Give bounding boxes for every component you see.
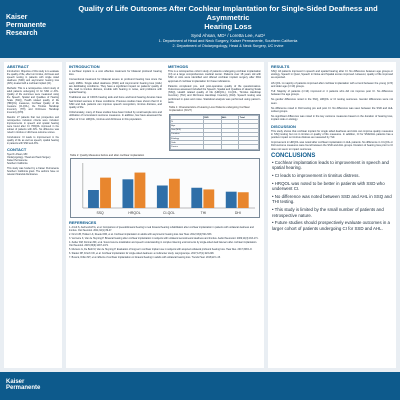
abstract-methods: Methods: This is a retrospective cohort study of adult patients undergoing CI for SSD or AHL. Quality of life outcomes were measured using the Speech, Spatial and Qualities of Hearing Scale (SSQ), Health related quality of life (HRQOL) measures, Cochlear Quality of life measure (CI-QOL), the Tinnitus Handicap Inventory (THI) and Dizziness Handicap Inventory (DHI). <box>7 87 59 114</box>
poster-title-line-2: Hearing Loss <box>204 22 252 31</box>
table-cell: Etiology <box>171 136 204 140</box>
footer-logo-line-2: Permanente <box>6 385 41 391</box>
kaiser-logo <box>6 14 58 38</box>
logo-line-3: Research <box>6 30 38 37</box>
results-p3: THI: Majority of patients (n=14) improved or 4 patients who did not improve post CI. No difference between the age groups. <box>271 90 393 97</box>
table-row <box>171 145 259 149</box>
column-main <box>66 62 264 368</box>
chart-bar <box>100 177 111 207</box>
affiliation-2: 2. Department of Otolaryngology, Head & Neck Surgery, UC Irvine <box>172 44 284 48</box>
conclusion-item: • No difference was noted between SSD and AHL in SSQ and THI testing. <box>272 193 392 205</box>
authors: Syed Ahsan, MD¹ / Loretta Lee, AuD¹ <box>190 33 266 38</box>
abstract-introduction: Introduction: Objective of this study is to evaluate the quality of life, effect on tinnitus, dizziness and speech testing in patients with single sided deafness (SSD) and asymmetric hearing loss (AHL) treated with a cochlear implant (CI). <box>7 70 59 85</box>
chart-bar <box>226 191 237 207</box>
results-p2: HS QOL: A majority of patients improved after cochlear implantation with a trend between the young (n=5) and older age (n=10) groups. <box>271 81 393 88</box>
introduction-p3: Traditional use of CROS hearing aids and bone anchored hearing devices have had limited success in these conditions. Previous studies have shown that CI in SSD and AHL patients can improve speech recognition, tinnitus distress, and quality of life. <box>69 96 162 110</box>
conclusion-item: • HRQOL was noted to be better in patients with SSD who underwent CI. <box>272 180 385 192</box>
table-cell: Side <box>171 141 204 145</box>
discussion-p2: Improvement in HRQOL was noted after cochlear implantation in AHL patients. No difference in CI-QOL or DHI outcome measures were found between the SSD and AHL groups. Duration of hearing loss prior to CI does not seem to impact outcomes. <box>271 141 393 151</box>
affiliation-1: 1. Department of Head and Neck Surgery, Kaiser Permanente, Southern California <box>158 39 298 43</box>
discussion-heading: DISCUSSION <box>271 123 296 129</box>
reference-item: 6. Sladen DP, Frisch CD, et al. Cochlear implantation for single-sided deafness: a multicenter study. Laryngoscope. 2017;127(1):223-228. <box>69 251 215 255</box>
quality-measures-chart <box>70 158 260 218</box>
introduction-p2: Conventional treatment for bilateral severe to profound hearing loss since the early 1980s. Single sided deafness (SSD) and Asymmetric hearing loss (AHL) are debilitating conditions. They have a significant impact on patients' quality of life, lead to tinnitus distress, trouble with hearing in noise, and problems with spatial hearing. <box>69 78 162 95</box>
table-cell <box>239 145 259 149</box>
poster-header <box>0 0 400 58</box>
abstract-heading: ABSTRACT <box>7 64 29 69</box>
table-cell: Duration <box>171 132 204 136</box>
x-tick-label: CI-QOL <box>163 210 175 215</box>
intro-methods-row <box>66 62 264 153</box>
reference-item: 3. Vermeire K, Van de Heyning P. Binaural hearing after cochlear implantation in subjects with unilateral sensorineural deafness and tinnitus. Audiol Neurootol. 2009;14(3):163-171. <box>69 236 259 240</box>
conclusion-item: • CI leads to improvement in tinnitus distress. <box>272 173 360 179</box>
methods-p1: This is a retrospective cohort study of patients undergoing cochlear implantation (CI) at a large comprehensive medical center. Patients over 18 years old with SSD or AHL were identified and offered cochlear implant surgery after FDA approval of cochlear implantation for these indications. <box>168 70 261 83</box>
chart-bar <box>122 179 133 208</box>
conclusion-item: • This study is limited by the small number of patients and retrospective nature. <box>272 207 384 218</box>
chart-bar <box>135 172 146 207</box>
poster-footer <box>0 372 400 400</box>
chart-svg <box>71 159 259 217</box>
x-tick-label: THI <box>200 210 207 215</box>
reference-item: 7. Buss E, Dillon MT, et al. Effects of cochlear implantation on binaural hearing in adults with unilateral hearing loss. Trends Hear. 2018;22:1-15. <box>69 255 221 259</box>
table-cell: SSD <box>203 116 221 120</box>
logo-line-2: Permanente <box>6 22 47 29</box>
references-list <box>66 226 264 259</box>
disclosure-text: This study was funded by a Kaiser Permanente Southern California grant. The authors have no relevant financial disclosures. <box>7 167 59 176</box>
reference-item: 1. Arndt S, Aschendorff A, et al. Comparison of pseudobinaural hearing to real binaural hearing rehabilitation after cochlear implantation in patients with unilateral deafness and tinnitus. Otol Neurotol. 2011;32(1):39-47. <box>69 225 254 232</box>
table-cell: N <box>171 120 204 124</box>
introduction-p1: A cochlear implant is a cost effective treatment for bilateral profound hearing loss. <box>69 70 162 77</box>
results-p4: No gender difference noted in the SSQ, HRQOL or CI testing outcomes. Gender differences were not seen. <box>271 98 393 105</box>
methods-section <box>165 62 264 153</box>
characteristics-table <box>169 114 260 151</box>
results-p6: No significant difference was noted in the key outcome measures based on the duration of hearing loss, implant side or etiology. <box>271 115 393 122</box>
reference-item: 5. Mertens G, De Bodt M, Van de Heyning P. Evaluation of long-term cochlear implant use in subjects with acquired unilateral profound hearing loss. Hear Res. 2017;348:1-8. <box>69 247 253 251</box>
reference-item: 4. Zeitler DM, Dorman MF, et al. Sound source localization and speech understanding in complex listening environments by single-sided deaf listeners after cochlear implantation. Otol Neurotol. 2015;36(9):1467-1471. <box>69 240 258 247</box>
table-cell: Device <box>171 145 204 149</box>
conclusions-list <box>268 160 396 232</box>
chart-bar <box>169 178 180 207</box>
title-block <box>62 4 394 49</box>
table-caption: Table 1: Characteristics of Hearing Loss Patients undergoing Cochlear Implantation (N=27) <box>169 106 250 113</box>
footer-logo <box>6 379 40 391</box>
discussion-p1: This study shows that cochlear implant for single sided deafness and AHL can improve quality measures in SSQ testing but not in tinnitus or quality of life measures. In addition, CI for SSD/AHL patients has a positive impact on tinnitus distress as measured by THI. <box>271 129 393 140</box>
figure-caption: Table 2: Quality Measures before and after cochlear implantation <box>70 153 145 157</box>
column-abstract <box>4 62 62 368</box>
table-cell <box>203 145 221 149</box>
table-cell: Sex (M/F) <box>171 128 204 132</box>
table-cell: Total <box>239 116 259 120</box>
introduction-heading: INTRODUCTION <box>69 64 100 69</box>
reference-item: 2. Firszt JB, Holden LK, Reeder RM, et al. Cochlear implantation in adults with asymmetric hearing loss. Ear Hear. 2012;33(4):521-533. <box>69 232 212 236</box>
introduction-p4: Unfortunately, many of these studies have been limited by small sample size and utilization of inconsistent outcome measures. In addition, few have assessed the effect of CI on HRQOL, tinnitus and dizziness in this population. <box>69 111 162 121</box>
contact-text: Syed F. Ahsan, MD Otolaryngology / Head and Neck Surgery Kaiser Permanente Southern California <box>7 153 51 165</box>
table-cell <box>221 145 239 149</box>
table-cell: AHL <box>221 116 239 120</box>
results-heading: RESULTS <box>271 64 290 69</box>
x-tick-label: HRQOL <box>128 210 141 215</box>
x-tick-label: DHI <box>234 210 241 215</box>
chart-bar <box>238 192 249 208</box>
chart-bar <box>88 190 99 208</box>
references-heading: REFERENCES <box>69 219 97 225</box>
conclusion-item: • Future studies should prospectively evaluate outcomes in a larger cohort of patients undergoing CI for SSD and AHL. <box>272 220 390 231</box>
contact-heading: CONTACT <box>7 147 27 152</box>
conclusion-item: • Cochlear implantation leads to improvement in speech and spatial hearing. <box>272 159 389 171</box>
x-tick-label: SSQ <box>96 210 104 215</box>
results-p5: No difference noted in DHI testing pre and post CI. No difference was seen between the SSD and AHL subset groups. <box>271 106 393 114</box>
chart-bar <box>157 185 168 208</box>
chart-bar <box>191 187 202 207</box>
column-results <box>268 62 396 368</box>
abstract-conclusions: Conclusions: CI leads to improvement in the quality of life as well as speech, spatial hearing in patients with SSD and AHL. <box>7 136 59 145</box>
conclusions-heading: CONCLUSIONS <box>271 152 316 159</box>
introduction-section <box>66 62 165 153</box>
table-cell: Age <box>171 124 204 128</box>
methods-heading: METHODS <box>168 64 188 69</box>
table-grid <box>170 115 259 150</box>
footer-logo-line-1: Kaiser <box>6 379 25 385</box>
methods-p2: Patients completed pre- and post-operative quality of life questionnaires. Outcomes assessed included the Speech, Spatial and Qualities of Hearing Scale (SSQ), Health related quality of life (HRQOL), CI-QOL, Tinnitus Handicap Inventory (THI) and Dizziness Handicap Inventory (DHI). Speech testing was performed in quiet and noise. Statistical analysis was performed using paired t-tests. <box>168 84 261 104</box>
results-p1: SSQ: All patients improved in speech and spatial hearing after CI. No difference between age groups or etiology. Speech in Quiet, Speech in Noise and Spatial scores improved. However, quality of life improved as expected. <box>271 70 393 80</box>
logo-line-1: Kaiser <box>6 14 28 21</box>
abstract-results: Results: 27 patients that met prospective and retrospective inclusion criteria were included. Improvements in speech and spatial hearing were found after CI. HRQOL improved in the subset of patients with AHL. No difference was noted in tinnitus or dizziness outcome scores. <box>7 116 59 134</box>
poster-title-line-1: Quality of Life Outcomes After Cochlear Implantation for Single-Sided Deafness and Asymmetric <box>78 4 378 22</box>
chart-bar <box>203 189 214 208</box>
